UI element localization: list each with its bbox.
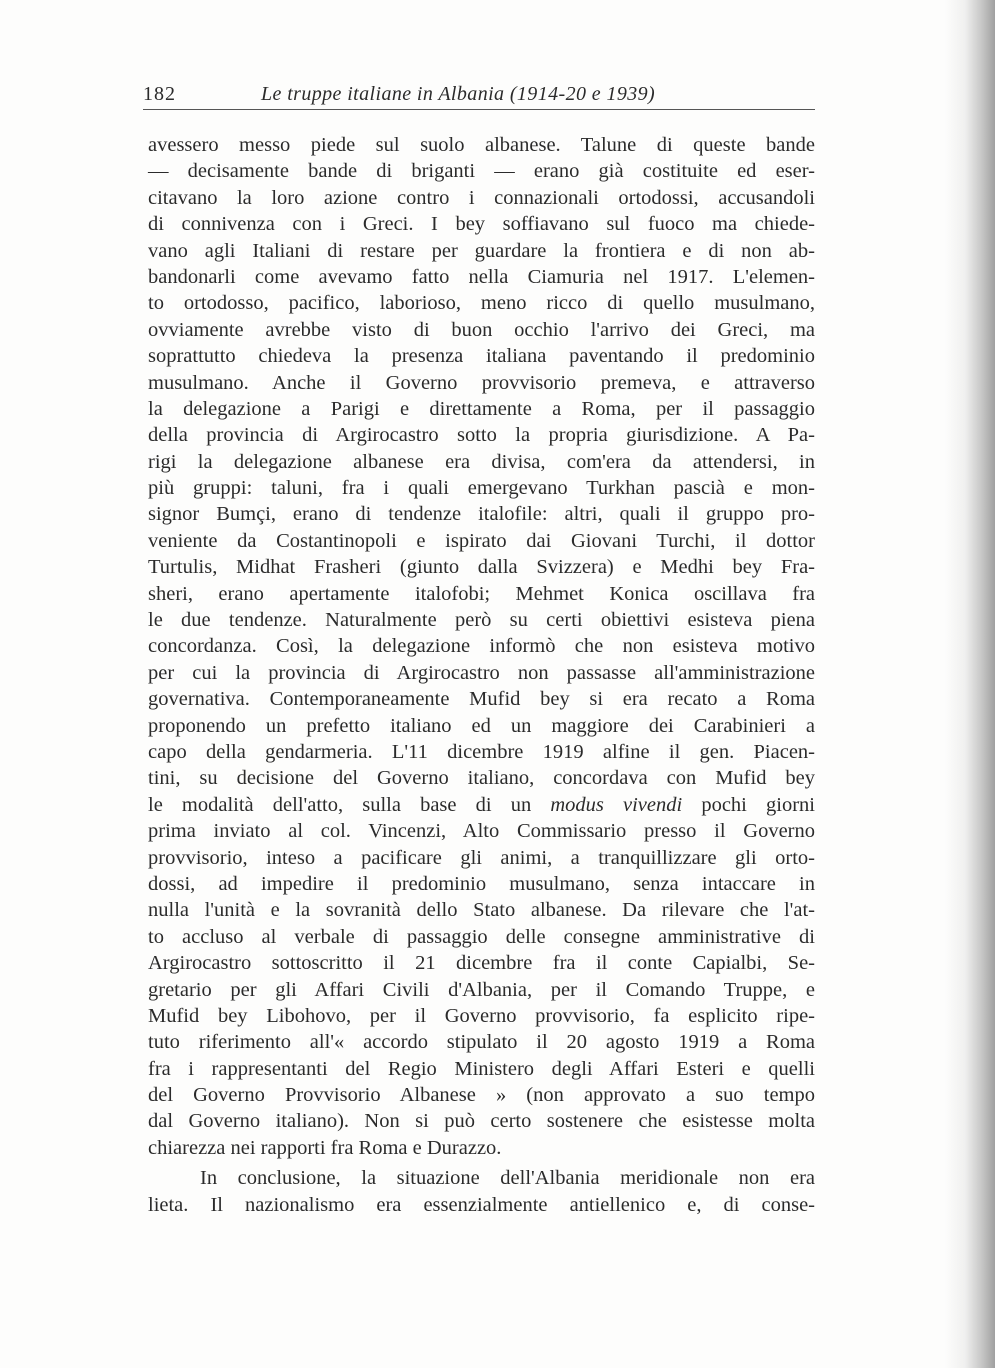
text-line: più gruppi: taluni, fra i quali emergevano Turkhan pascià e mon-	[148, 477, 815, 500]
text-line: della provincia di Argirocastro sotto la propria giurisdizione. A Pa-	[148, 424, 815, 447]
running-header	[143, 83, 815, 110]
text-line: veniente da Costantinopoli e ispirato dai Giovani Turchi, il dottor	[148, 529, 815, 552]
text-line: to ortodosso, pacifico, laborioso, meno ricco di quello musulmano,	[148, 292, 815, 315]
text-line: to accluso al verbale di passaggio delle consegne amministrative di	[148, 925, 815, 948]
text-line: capo della gendarmeria. L'11 dicembre 1919 alfine il gen. Piacen-	[148, 740, 815, 763]
text-line: rigi la delegazione albanese era divisa, com'era da attendersi, in	[148, 450, 815, 473]
text-line: le modalità dell'atto, sulla base di un modus vivendi pochi giorni	[148, 793, 815, 816]
text-line: vano agli Italiani di restare per guardare la frontiera e di non ab-	[148, 239, 815, 262]
text-line: signor Bumçi, erano di tendenze italofile: altri, quali il gruppo pro-	[148, 503, 815, 526]
text-line: soprattutto chiedeva la presenza italiana paventando il predominio	[148, 345, 815, 368]
text-line: — decisamente bande di briganti — erano già costituite ed eser-	[148, 160, 815, 183]
text-line: le due tendenze. Naturalmente però su certi obiettivi esisteva piena	[148, 609, 815, 632]
text-line: del Governo Provvisorio Albanese » (non approvato a suo tempo	[148, 1084, 815, 1107]
body-text	[148, 132, 815, 1218]
text-line: tuto riferimento all'« accordo stipulato il 20 agosto 1919 a Roma	[148, 1031, 815, 1054]
text-line: chiarezza nei rapporti fra Roma e Durazzo.	[148, 1136, 502, 1159]
text-line: proponendo un prefetto italiano ed un maggiore dei Carabinieri a	[148, 714, 815, 737]
text-line: avessero messo piede sul suolo albanese. Talune di queste bande	[148, 134, 815, 156]
text-line: Turtulis, Midhat Frasheri (giunto dalla Svizzera) e Medhi bey Fra-	[148, 556, 815, 579]
text-line: musulmano. Anche il Governo provvisorio premeva, e attraverso	[148, 371, 815, 394]
text-line: fra i rappresentanti del Regio Ministero degli Affari Esteri e quelli	[148, 1057, 815, 1080]
text-line: Argirocastro sottoscritto il 21 dicembre fra il conte Capialbi, Se-	[148, 952, 815, 975]
text-line: lieta. Il nazionalismo era essenzialmente antiellenico e, di conse-	[148, 1193, 815, 1216]
paragraph	[148, 1165, 815, 1218]
text-line: ovviamente avrebbe visto di buon occhio l'arrivo dei Greci, ma	[148, 318, 815, 341]
text-line: di connivenza con i Greci. I bey soffiavano sul fuoco ma chiede-	[148, 213, 815, 236]
text-line: provvisorio, inteso a pacificare gli animi, a tranquillizzare gli orto-	[148, 846, 815, 869]
text-line: bandonarli come avevamo fatto nella Ciamuria nel 1917. L'elemen-	[148, 265, 815, 288]
text-line: dossi, ad impedire il predominio musulmano, senza intaccare in	[148, 872, 815, 895]
paragraph	[148, 132, 815, 1161]
scan-shadow-edge	[945, 0, 995, 1368]
text-line: la delegazione a Parigi e direttamente a Roma, per il passaggio	[148, 397, 815, 420]
text-line: prima inviato al col. Vincenzi, Alto Commissario presso il Governo	[148, 820, 815, 843]
text-line: gretario per gli Affari Civili d'Albania, per il Comando Truppe, e	[148, 978, 815, 1001]
text-line: tini, su decisione del Governo italiano, concordava con Mufid bey	[148, 767, 815, 790]
text-line: nulla l'unità e la sovranità dello Stato albanese. Da rilevare che l'at-	[148, 899, 815, 922]
text-line: Mufid bey Libohovo, per il Governo provvisorio, fa esplicito ripe-	[148, 1004, 815, 1027]
text-line: In conclusione, la situazione dell'Albania meridionale non era	[200, 1167, 815, 1190]
text-line: governativa. Contemporaneamente Mufid bey si era recato a Roma	[148, 688, 815, 711]
text-line: concordanza. Così, la delegazione informò che non esisteva motivo	[148, 635, 815, 658]
italic-term: modus vivendi	[550, 793, 683, 816]
running-title: Le truppe italiane in Albania (1914-20 e 1939)	[261, 83, 656, 105]
text-line: per cui la provincia di Argirocastro non passasse all'amministrazione	[148, 661, 815, 684]
page-number: 182	[143, 83, 176, 105]
text-line: citavano la loro azione contro i connazionali ortodossi, accusandoli	[148, 186, 815, 209]
text-line: dal Governo italiano). Non si può certo sostenere che esistesse molta	[148, 1110, 815, 1133]
text-line: sheri, erano apertamente italofobi; Mehmet Konica oscillava fra	[148, 582, 815, 605]
